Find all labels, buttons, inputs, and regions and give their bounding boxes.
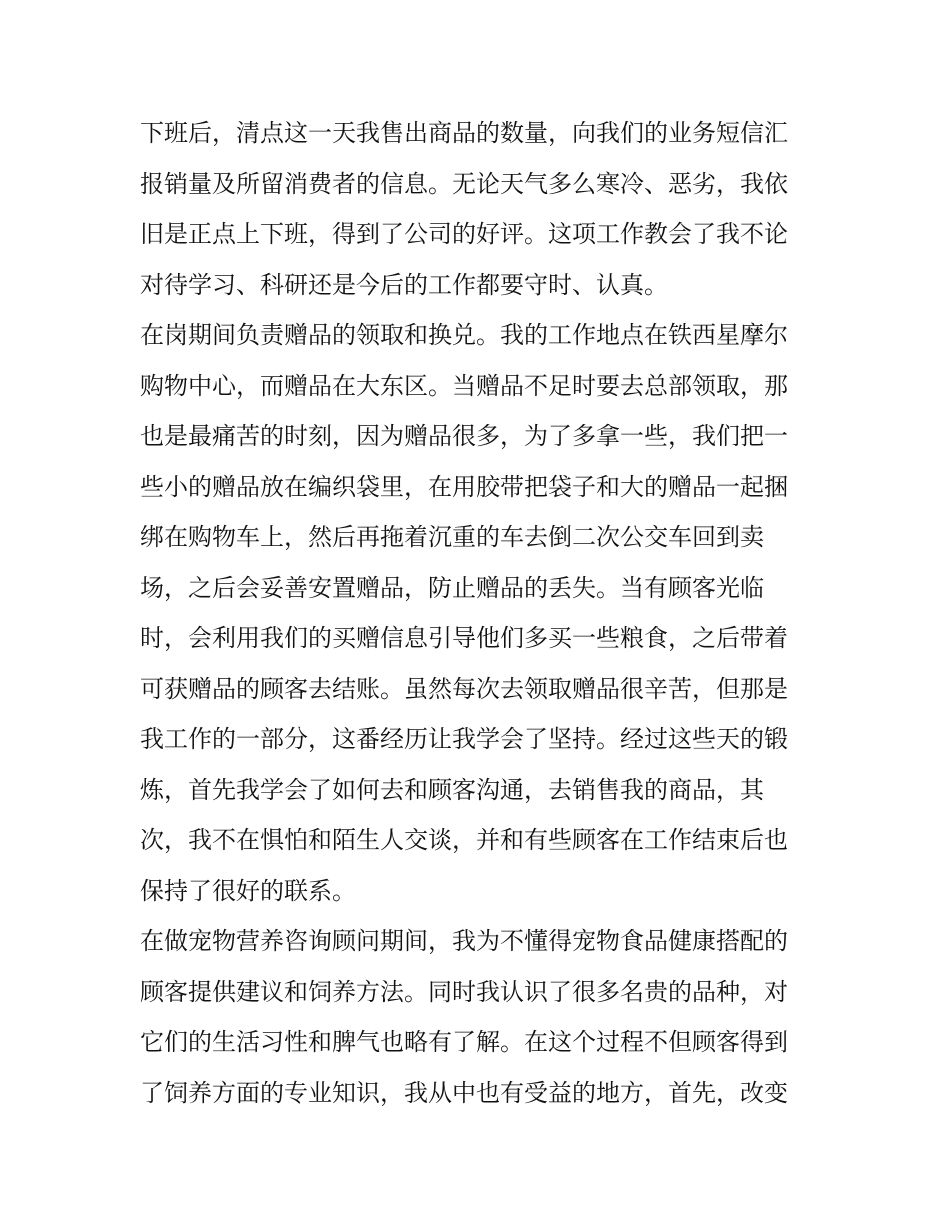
text-line: 下班后，清点这一天我售出商品的数量，向我们的业务短信汇 [140,119,788,147]
text-line: 可获赠品的顾客去结账。虽然每次去领取赠品很辛苦，但那是 [140,674,788,703]
text-line: 在做宠物营养咨询顾问期间，我为不懂得宠物食品健康搭配的 [140,927,788,955]
text-line: 绑在购物车上，然后再拖着沉重的车去倒二次公交车回到卖 [140,523,764,551]
text-line: 它们的生活习性和脾气也略有了解。在这个过程不但顾客得到 [140,1028,788,1056]
text-line: 我工作的一部分，这番经历让我学会了坚持。经过这些天的锻 [140,725,788,753]
text-line: 些小的赠品放在编织袋里，在用胶带把袋子和大的赠品一起捆 [140,472,788,501]
text-line: 场，之后会妥善安置赠品，防止赠品的丢失。当有顾客光临 [140,573,764,602]
text-line: 对待学习、科研还是今后的工作都要守时、认真。 [140,270,668,299]
text-line: 时，会利用我们的买赠信息引导他们多买一些粮食，之后带着 [140,624,788,652]
text-line: 也是最痛苦的时刻，因为赠品很多，为了多拿一些，我们把一 [140,422,788,450]
text-line: 顾客提供建议和饲养方法。同时我认识了很多名贵的品种，对 [140,977,788,1006]
text-line: 旧是正点上下班，得到了公司的好评。这项工作教会了我不论 [140,220,788,248]
text-line: 在岗期间负责赠品的领取和换兑。我的工作地点在铁西星摩尔 [140,321,788,349]
text-line: 购物中心，而赠品在大东区。当赠品不足时要去总部领取，那 [140,371,788,400]
text-line: 了饲养方面的专业知识，我从中也有受益的地方，首先，改变 [140,1078,788,1107]
text-line: 报销量及所留消费者的信息。无论天气多么寒冷、恶劣，我依 [140,169,788,198]
text-line: 次，我不在惧怕和陌生人交谈，并和有些顾客在工作结束后也 [140,826,788,854]
body-text [140,108,815,1118]
text-line: 保持了很好的联系。 [140,876,356,905]
text-line: 炼，首先我学会了如何去和顾客沟通，去销售我的商品，其 [140,775,764,804]
